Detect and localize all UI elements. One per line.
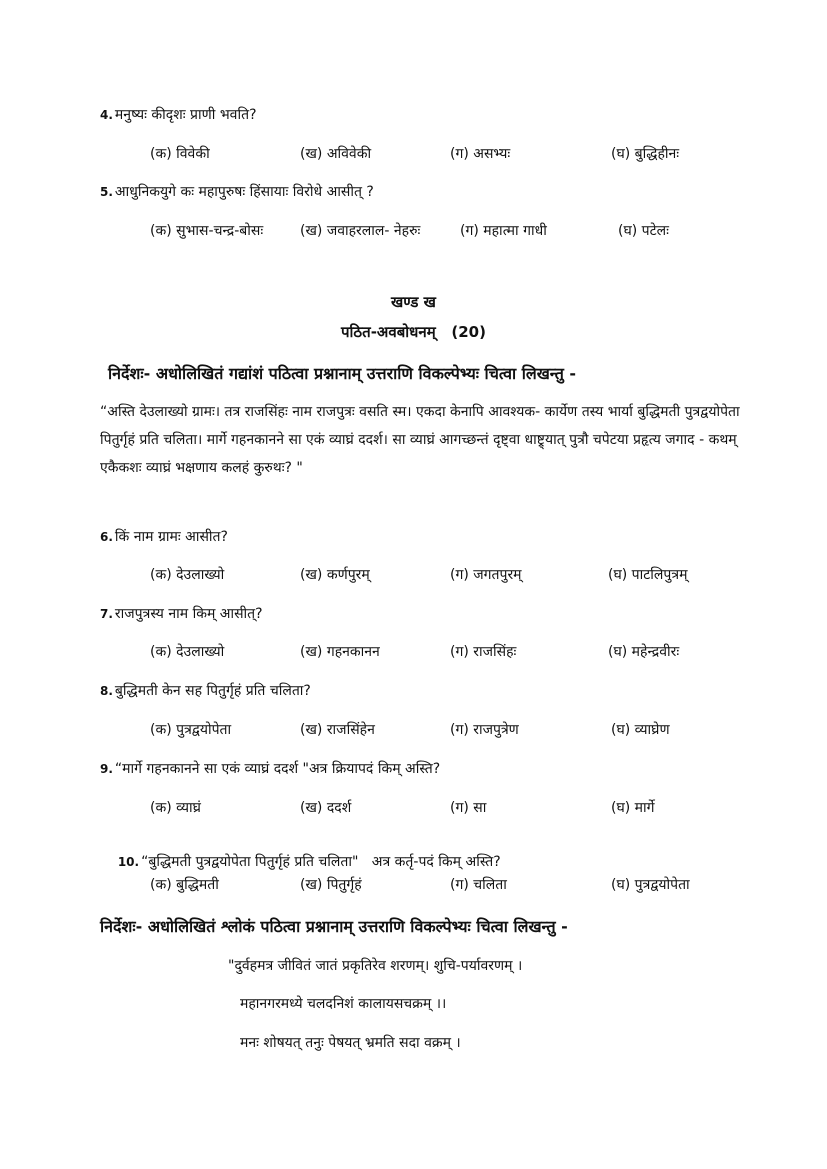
question-number: 9. [100,762,113,776]
q6-option-d: (घ) पाटलिपुत्रम् [608,567,688,583]
q8-option-b: (ख) राजसिंहेन [300,722,375,738]
question-text: “बुद्धिमती पुत्रद्वयोपेता पितुर्गृहं प्रति चलिता" अत्र कर्तृ-पदं किम् अस्ति? [141,854,501,870]
question-7 [100,604,263,623]
q7-option-b: (ख) गहनकानन [300,644,380,660]
question-number: 5. [100,185,113,199]
section-title: खण्ड ख [391,293,436,311]
verse-line-1: "दुर्वहमत्र जीवितं जातं प्रकृतिरेव शरणम्। शुचि-पर्यावरणम् । [228,958,523,974]
q6-option-c: (ग) जगतपुरम् [450,567,522,583]
question-9 [100,759,440,778]
q10-option-c: (ग) चलिता [450,877,507,893]
question-4 [100,105,257,124]
q8-option-d: (घ) व्याघ्रेण [611,722,670,738]
direction-prose: निर्देशः- अधोलिखितं गद्यांशं पठित्वा प्रश्नानाम् उत्तराणि विकल्पेभ्यः चित्वा लिखन्तु - [108,364,577,383]
question-8 [100,681,311,700]
question-text: “मार्गे गहनकानने सा एकं व्याघ्रं ददर्श "अत्र क्रियापदं किम् अस्ति? [114,761,441,777]
q7-option-c: (ग) राजसिंहः [450,644,517,660]
q5-option-a: (क) सुभास-चन्द्र-बोसः [150,223,264,239]
q4-option-c: (ग) असभ्यः [450,146,511,162]
question-text: राजपुत्रस्य नाम किम् आसीत्? [114,606,263,622]
q9-option-b: (ख) ददर्श [300,800,352,816]
verse-line-2: महानगरमध्ये चलदनिशं कालायसचक्रम् ।। [240,996,447,1012]
question-text: बुद्धिमती केन सह पितुर्गृहं प्रति चलिता? [114,683,311,699]
q7-option-a: (क) देउलाख्यो [150,644,225,660]
q6-option-b: (ख) कर्णपुरम् [300,567,370,583]
q9-option-d: (घ) मार्गे [611,800,655,816]
q5-option-b: (ख) जवाहरलाल- नेहरुः [300,223,421,239]
question-number: 4. [100,108,113,122]
question-number: 6. [100,530,113,544]
section-subtitle: पठित-अवबोधनम् (20) [341,323,486,341]
q8-option-a: (क) पुत्रद्वयोपेता [150,722,232,738]
direction-verse: निर्देशः- अधोलिखितं श्लोकं पठित्वा प्रश्नानाम् उत्तराणि विकल्पेभ्यः चित्वा लिखन्तु - [100,917,568,936]
verse-line-3: मनः शोषयत् तनुः पेषयत् भ्रमति सदा वक्रम् । [240,1035,461,1051]
question-number: 10. [117,855,140,869]
question-number: 8. [100,684,113,698]
question-number: 7. [100,607,113,621]
q5-option-d: (घ) पटेलः [618,223,669,239]
question-6 [100,527,228,546]
q9-option-c: (ग) सा [450,800,487,816]
question-text: मनुष्यः कीदृशः प्राणी भवति? [114,107,257,123]
q5-option-c: (ग) महात्मा गाधी [460,223,547,239]
question-5 [100,182,374,201]
question-text: किं नाम ग्रामः आसीत? [114,529,228,545]
q4-option-b: (ख) अविवेकी [300,146,372,162]
q9-option-a: (क) व्याघ्रं [150,800,201,816]
prose-passage: “अस्ति देउलाख्यो ग्रामः। तत्र राजसिंहः नाम राजपुत्रः वसति स्म। एकदा केनापि आवश्यक- कार्येण तस्य भार्या बुद्धिमती पुत्रद्वयोपेता पितुर्गृहं प्रति चलिता। मार्गे गहनकानने सा एकं व्याघ्रं ददर्श। सा व्याघ्रं आगच्छन्तं दृष्ट्वा धाष्ट्र्यात् पुत्रौ चपेटया प्रहृत्य जगाद - कथम् एकैकशः व्याघ्रं भक्षणाय कलहं कुरुथः? " [100,404,740,476]
q7-option-d: (घ) महेन्द्रवीरः [608,644,680,660]
q4-option-d: (घ) बुद्धिहीनः [611,146,680,162]
q4-option-a: (क) विवेकी [150,146,210,162]
question-text: आधुनिकयुगे कः महापुरुषः हिंसायाः विरोधे आसीत् ? [114,184,374,200]
q10-option-a: (क) बुद्धिमती [150,877,219,893]
q6-option-a: (क) देउलाख्यो [150,567,225,583]
q8-option-c: (ग) राजपुत्रेण [450,722,519,738]
q10-option-b: (ख) पितुर्गृहं [300,877,362,893]
q10-option-d: (घ) पुत्रद्वयोपेता [611,877,690,893]
